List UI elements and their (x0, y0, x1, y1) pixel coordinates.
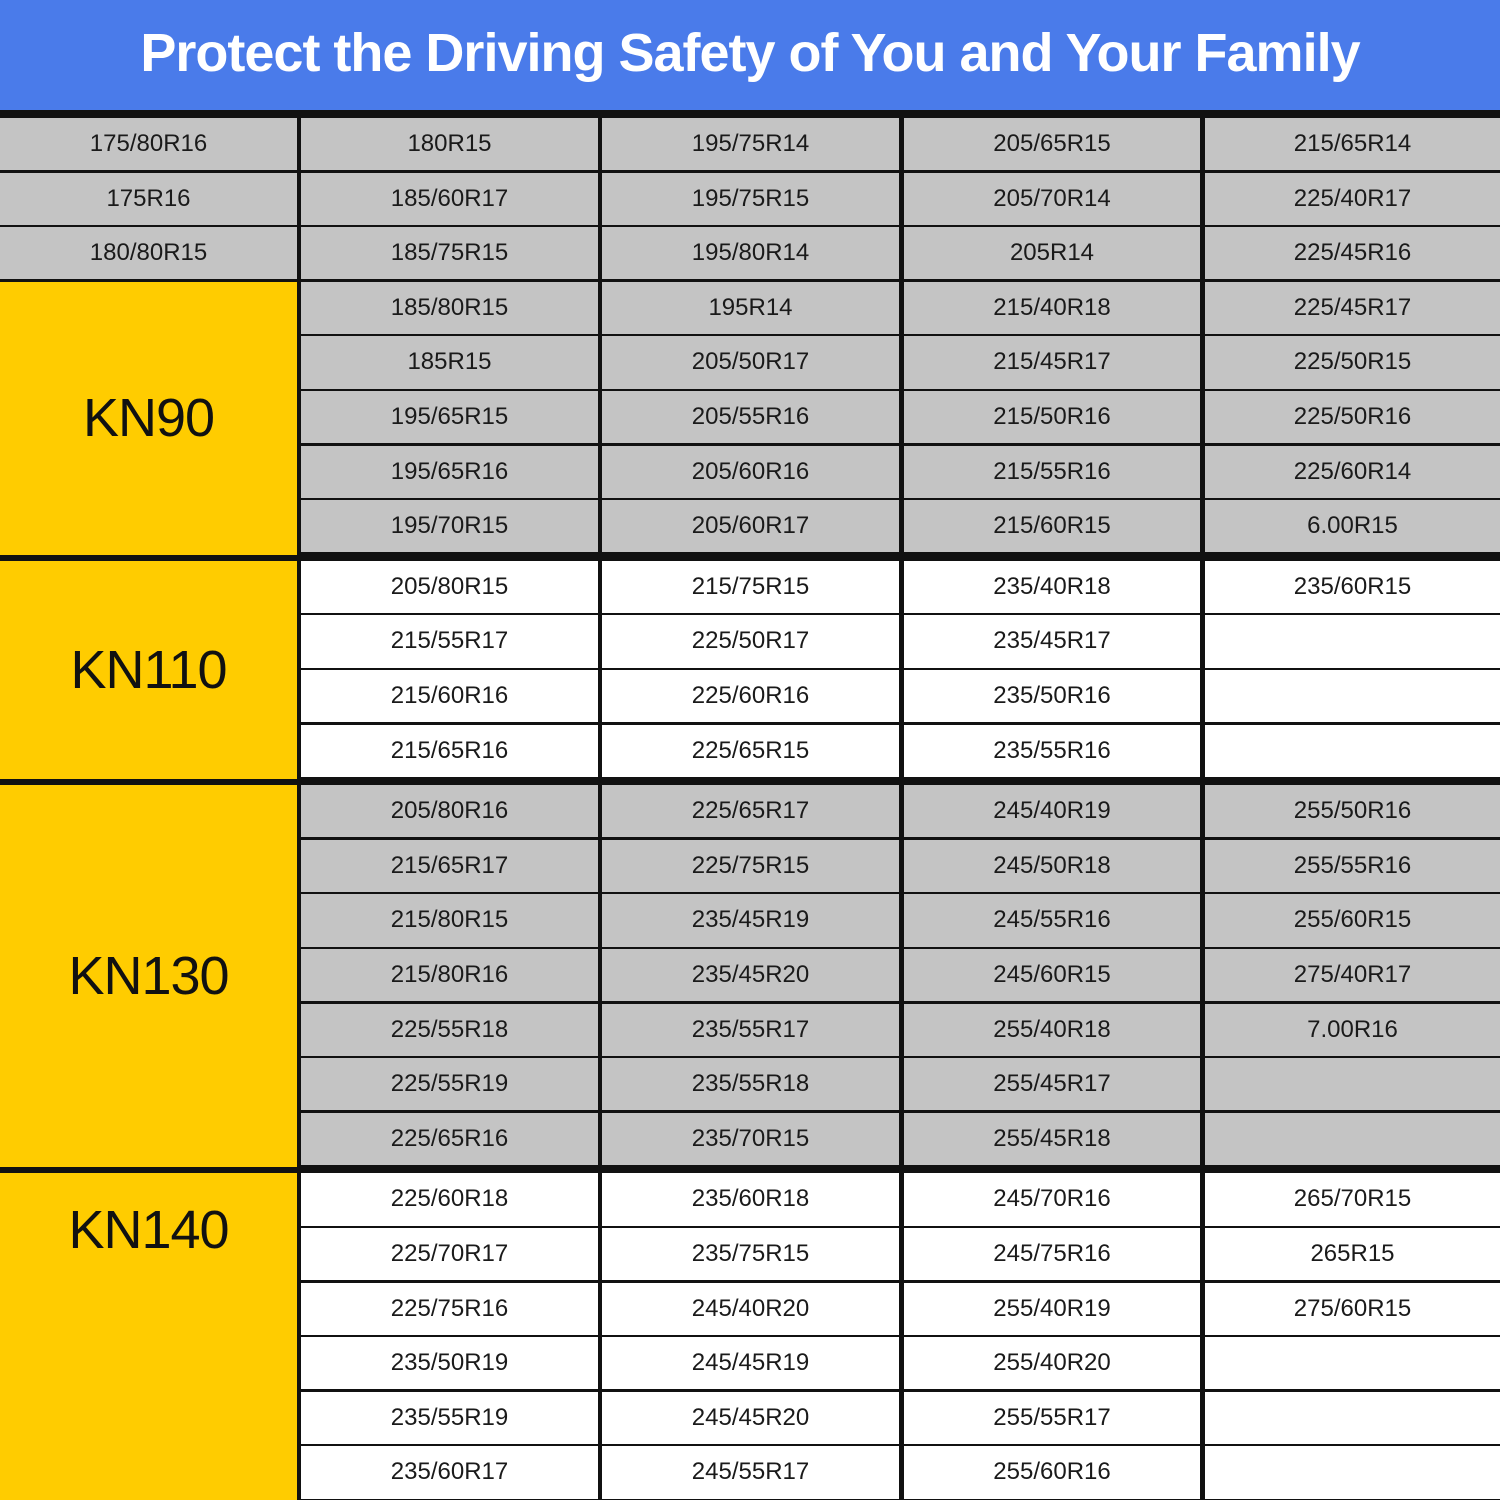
tire-size-cell: 225/60R14 (1205, 446, 1500, 498)
tire-size-cell: 245/40R20 (602, 1283, 899, 1335)
tire-size-cell: 235/60R15 (1205, 561, 1500, 613)
tire-size-cell: 265/70R15 (1205, 1173, 1500, 1225)
tire-size-cell: 215/80R15 (301, 894, 598, 946)
tire-size-cell: 225/55R19 (301, 1058, 598, 1110)
tire-size-cell: 175/80R16 (0, 118, 297, 170)
tire-size-cell: 180/80R15 (0, 227, 297, 279)
tire-size-cell: 215/75R15 (602, 561, 899, 613)
tire-size-cell: 225/50R17 (602, 615, 899, 667)
tire-size-cell: 235/55R16 (904, 725, 1200, 777)
tire-size-cell: 235/40R18 (904, 561, 1200, 613)
tire-size-cell: 225/75R16 (301, 1283, 598, 1335)
tire-size-cell: 275/60R15 (1205, 1283, 1500, 1335)
tire-size-cell: 255/60R15 (1205, 894, 1500, 946)
tire-size-cell: 245/75R16 (904, 1228, 1200, 1280)
tire-size-cell: 255/50R16 (1205, 785, 1500, 837)
tire-size-cell: 265R15 (1205, 1228, 1500, 1280)
tire-size-cell: 6.00R15 (1205, 500, 1500, 552)
tire-size-cell: 215/65R14 (1205, 118, 1500, 170)
tire-size-cell: 180R15 (301, 118, 598, 170)
model-label-kn110: KN110 (0, 561, 297, 779)
tire-size-cell: 205/70R14 (904, 173, 1200, 225)
model-label-kn130: KN130 (0, 785, 297, 1167)
tire-size-cell: 235/45R19 (602, 894, 899, 946)
tire-size-cell: 225/45R16 (1205, 227, 1500, 279)
tire-size-cell: 235/45R17 (904, 615, 1200, 667)
tire-size-cell: 225/60R18 (301, 1173, 598, 1225)
tire-size-cell: 225/65R17 (602, 785, 899, 837)
tire-size-cell: 195R14 (602, 282, 899, 334)
tire-size-cell: 255/45R17 (904, 1058, 1200, 1110)
tire-size-cell: 225/75R15 (602, 840, 899, 892)
tire-size-cell (1205, 1113, 1500, 1165)
tire-size-cell: 215/60R15 (904, 500, 1200, 552)
tire-size-cell: 195/70R15 (301, 500, 598, 552)
tire-size-cell: 175R16 (0, 173, 297, 225)
tire-size-cell: 275/40R17 (1205, 949, 1500, 1001)
model-label-kn90: KN90 (0, 282, 297, 555)
tire-size-cell: 225/65R15 (602, 725, 899, 777)
tire-size-cell: 185/75R15 (301, 227, 598, 279)
tire-size-cell: 195/75R14 (602, 118, 899, 170)
tire-size-cell: 235/45R20 (602, 949, 899, 1001)
tire-size-cell: 215/55R16 (904, 446, 1200, 498)
tire-size-cell: 195/75R15 (602, 173, 899, 225)
tire-size-cell: 225/45R17 (1205, 282, 1500, 334)
tire-size-cell: 235/70R15 (602, 1113, 899, 1165)
tire-size-cell: 205/80R16 (301, 785, 598, 837)
tire-size-cell (1205, 615, 1500, 667)
tire-size-cell: 235/50R19 (301, 1337, 598, 1389)
tire-size-cell: 7.00R16 (1205, 1004, 1500, 1056)
tire-size-cell (1205, 725, 1500, 777)
tire-size-cell: 225/50R15 (1205, 336, 1500, 388)
tire-size-cell: 255/40R19 (904, 1283, 1200, 1335)
tire-size-cell: 215/45R17 (904, 336, 1200, 388)
tire-size-cell: 215/60R16 (301, 670, 598, 722)
tire-size-cell: 205/60R16 (602, 446, 899, 498)
model-label-kn140: KN140 (0, 1173, 297, 1500)
tire-size-cell: 235/50R16 (904, 670, 1200, 722)
tire-size-cell (1205, 670, 1500, 722)
tire-size-cell: 235/60R18 (602, 1173, 899, 1225)
tire-size-cell: 245/55R17 (602, 1446, 899, 1498)
tire-size-cell: 205/50R17 (602, 336, 899, 388)
tire-size-cell: 255/40R18 (904, 1004, 1200, 1056)
tire-size-cell: 215/65R16 (301, 725, 598, 777)
tire-size-cell: 235/55R17 (602, 1004, 899, 1056)
tire-size-cell: 225/60R16 (602, 670, 899, 722)
tire-size-cell: 185/80R15 (301, 282, 598, 334)
tire-size-cell: 195/80R14 (602, 227, 899, 279)
tire-size-cell: 205R14 (904, 227, 1200, 279)
tire-size-cell: 255/40R20 (904, 1337, 1200, 1389)
tire-size-cell: 255/55R17 (904, 1392, 1200, 1444)
tire-size-cell: 235/75R15 (602, 1228, 899, 1280)
page-title: Protect the Driving Safety of You and Your Family (140, 23, 1360, 83)
tire-size-cell: 245/50R18 (904, 840, 1200, 892)
tire-size-cell: 225/55R18 (301, 1004, 598, 1056)
tire-size-cell: 235/55R18 (602, 1058, 899, 1110)
tire-size-cell: 215/55R17 (301, 615, 598, 667)
tire-size-cell: 225/70R17 (301, 1228, 598, 1280)
tire-size-cell: 255/45R18 (904, 1113, 1200, 1165)
tire-size-cell: 225/65R16 (301, 1113, 598, 1165)
tire-size-cell: 255/55R16 (1205, 840, 1500, 892)
tire-size-cell (1205, 1058, 1500, 1110)
tire-size-cell (1205, 1446, 1500, 1498)
tire-size-table (0, 116, 1500, 1500)
tire-size-cell: 215/50R16 (904, 391, 1200, 443)
tire-size-cell: 205/55R16 (602, 391, 899, 443)
tire-size-cell: 205/80R15 (301, 561, 598, 613)
tire-size-cell (1205, 1392, 1500, 1444)
tire-size-cell: 245/45R20 (602, 1392, 899, 1444)
tire-size-cell: 255/60R16 (904, 1446, 1200, 1498)
tire-size-cell: 195/65R15 (301, 391, 598, 443)
header-banner (0, 0, 1500, 110)
tire-size-cell: 225/40R17 (1205, 173, 1500, 225)
tire-size-cell: 245/40R19 (904, 785, 1200, 837)
tire-size-cell: 205/60R17 (602, 500, 899, 552)
tire-size-cell: 225/50R16 (1205, 391, 1500, 443)
tire-size-cell: 245/70R16 (904, 1173, 1200, 1225)
tire-size-cell: 215/65R17 (301, 840, 598, 892)
tire-size-cell: 245/60R15 (904, 949, 1200, 1001)
tire-size-cell: 205/65R15 (904, 118, 1200, 170)
tire-size-cell: 245/45R19 (602, 1337, 899, 1389)
tire-size-cell: 215/40R18 (904, 282, 1200, 334)
tire-size-cell: 235/55R19 (301, 1392, 598, 1444)
tire-size-cell: 215/80R16 (301, 949, 598, 1001)
tire-size-cell: 195/65R16 (301, 446, 598, 498)
tire-size-cell: 185R15 (301, 336, 598, 388)
tire-size-cell (1205, 1337, 1500, 1389)
tire-size-cell: 185/60R17 (301, 173, 598, 225)
tire-size-cell: 235/60R17 (301, 1446, 598, 1498)
tire-size-cell: 245/55R16 (904, 894, 1200, 946)
